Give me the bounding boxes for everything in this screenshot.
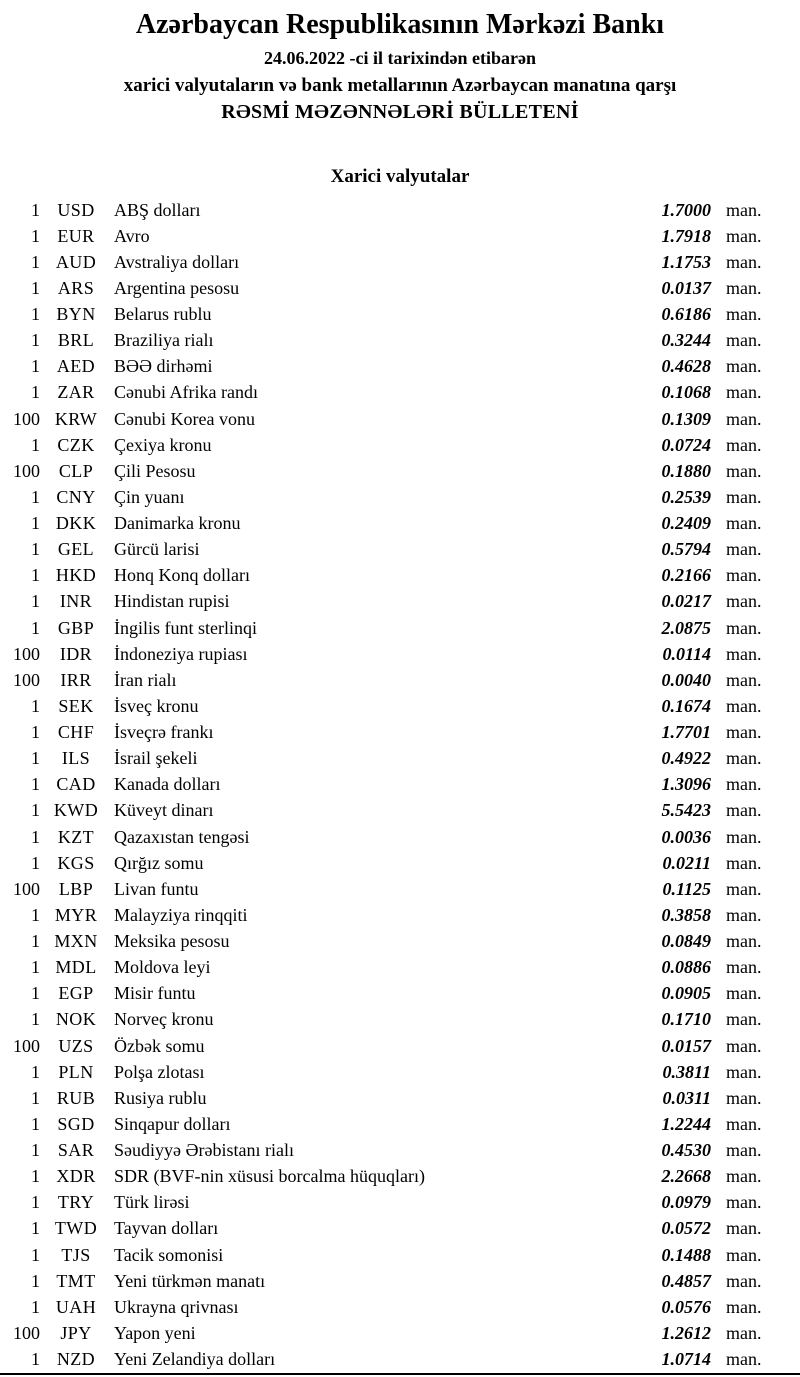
currency-code: EGP (58, 983, 94, 1004)
document-subtitle: xarici valyutaların və bank metallarının Azərbaycan manatına qarşı (123, 75, 677, 96)
nominal-value: 100 (13, 669, 40, 690)
currency-code: AED (56, 356, 96, 377)
nominal-value: 1 (31, 695, 40, 716)
unit-label: man. (726, 382, 762, 403)
rate-value: 0.6186 (661, 304, 711, 325)
currency-name: İngilis funt sterlinqi (114, 617, 257, 638)
currency-name: Tayvan dolları (114, 1218, 219, 1239)
currency-code: TJS (61, 1244, 91, 1265)
currency-name: Küveyt dinarı (114, 800, 214, 821)
exchange-rates-table (0, 197, 800, 1373)
currency-name: ABŞ dolları (114, 199, 201, 220)
unit-label: man. (726, 513, 762, 534)
rate-row (0, 1242, 800, 1268)
rate-value: 1.7918 (661, 225, 711, 246)
currency-name: Cənubi Korea vonu (114, 408, 255, 429)
bulletin-title: RƏSMİ MƏZƏNNƏLƏRİ BÜLLETENİ (221, 101, 579, 123)
currency-name: Çili Pesosu (114, 460, 196, 481)
currency-code: EUR (57, 225, 95, 246)
currency-name: Honq Konq dolları (114, 565, 250, 586)
nominal-value: 1 (31, 1166, 40, 1187)
rate-row (0, 1164, 800, 1190)
unit-label: man. (726, 591, 762, 612)
unit-label: man. (726, 1322, 762, 1343)
nominal-value: 1 (31, 434, 40, 455)
currency-name: İsrail şekeli (114, 748, 198, 769)
effective-date-line: 24.06.2022 -ci il tarixindən etibarən (264, 48, 536, 68)
unit-label: man. (726, 878, 762, 899)
rate-value: 0.2166 (661, 565, 711, 586)
currency-code: INR (59, 591, 93, 612)
rate-row (0, 432, 800, 458)
rate-row (0, 1347, 800, 1373)
currency-code: KWD (53, 800, 99, 821)
nominal-value: 1 (31, 225, 40, 246)
currency-code: HKD (55, 565, 97, 586)
currency-name: Qırğız somu (114, 852, 204, 873)
rate-value: 0.0572 (661, 1218, 711, 1239)
nominal-value: 1 (31, 617, 40, 638)
currency-name: Belarus rublu (114, 304, 212, 325)
rate-value: 1.2244 (661, 1113, 711, 1134)
rate-value: 0.0217 (661, 591, 711, 612)
currency-name: Gürcü larisi (114, 539, 200, 560)
rate-value: 0.0157 (661, 1035, 711, 1056)
rate-row (0, 876, 800, 902)
currency-code: USD (57, 199, 95, 220)
rate-row (0, 981, 800, 1007)
rate-row (0, 249, 800, 275)
currency-code: IRR (60, 669, 92, 690)
unit-label: man. (726, 1035, 762, 1056)
unit-label: man. (726, 1192, 762, 1213)
unit-label: man. (726, 983, 762, 1004)
rate-value: 0.0311 (662, 1087, 711, 1108)
rate-value: 1.0714 (661, 1349, 711, 1370)
currency-name: Rusiya rublu (114, 1087, 207, 1108)
nominal-value: 1 (31, 1140, 40, 1161)
currency-code: JPY (60, 1322, 92, 1343)
nominal-value: 1 (31, 1349, 40, 1370)
nominal-value: 1 (31, 1296, 40, 1317)
rate-row (0, 955, 800, 981)
currency-name: SDR (BVF-nin xüsusi borcalma hüquqları) (114, 1166, 425, 1187)
nominal-value: 1 (31, 1087, 40, 1108)
unit-label: man. (726, 669, 762, 690)
currency-code: IDR (59, 643, 93, 664)
rate-row (0, 824, 800, 850)
rate-value: 0.0137 (661, 277, 711, 298)
rate-row (0, 720, 800, 746)
rate-row (0, 511, 800, 537)
currency-code: TWD (54, 1218, 98, 1239)
bottom-rule-divider (0, 1373, 800, 1375)
rate-value: 5.5423 (661, 800, 711, 821)
rate-value: 1.7000 (661, 199, 711, 220)
currency-name: Çexiya kronu (114, 434, 212, 455)
rate-row (0, 1033, 800, 1059)
bank-name-title: Azərbaycan Respublikasının Mərkəzi Bankı (135, 9, 665, 40)
nominal-value: 1 (31, 1192, 40, 1213)
rate-value: 0.1068 (661, 382, 711, 403)
rate-value: 0.0114 (662, 643, 711, 664)
rate-value: 1.3096 (661, 774, 711, 795)
rate-value: 0.1488 (661, 1244, 711, 1265)
currency-code: MXN (54, 931, 98, 952)
rate-value: 0.3858 (661, 904, 711, 925)
rate-value: 0.0040 (661, 669, 711, 690)
nominal-value: 100 (13, 1322, 40, 1343)
rate-row (0, 354, 800, 380)
unit-label: man. (726, 1009, 762, 1030)
nominal-value: 1 (31, 382, 40, 403)
currency-name: Meksika pesosu (114, 931, 230, 952)
rate-value: 0.0576 (661, 1296, 711, 1317)
currency-code: UAH (55, 1296, 97, 1317)
unit-label: man. (726, 748, 762, 769)
rate-value: 0.2409 (661, 513, 711, 534)
unit-label: man. (726, 931, 762, 952)
currency-code: KRW (54, 408, 98, 429)
rate-value: 0.0036 (661, 826, 711, 847)
currency-name: İsveç kronu (114, 695, 199, 716)
currency-name: İndoneziya rupiası (114, 643, 248, 664)
unit-label: man. (726, 1113, 762, 1134)
unit-label: man. (726, 1140, 762, 1161)
nominal-value: 1 (31, 199, 40, 220)
unit-label: man. (726, 330, 762, 351)
rate-value: 1.1753 (661, 251, 711, 272)
unit-label: man. (726, 1087, 762, 1108)
rate-value: 0.1710 (661, 1009, 711, 1030)
nominal-value: 1 (31, 748, 40, 769)
rate-row (0, 1294, 800, 1320)
rate-row (0, 667, 800, 693)
rate-row (0, 328, 800, 354)
currency-name: Moldova leyi (114, 957, 211, 978)
nominal-value: 100 (13, 1035, 40, 1056)
rate-row (0, 1007, 800, 1033)
currency-name: Səudiyyə Ərəbistanı rialı (114, 1140, 294, 1161)
currency-name: Argentina pesosu (114, 277, 240, 298)
currency-code: RUB (56, 1087, 96, 1108)
unit-label: man. (726, 957, 762, 978)
rate-row (0, 1190, 800, 1216)
unit-label: man. (726, 617, 762, 638)
currency-code: ILS (61, 748, 91, 769)
nominal-value: 1 (31, 1218, 40, 1239)
rate-value: 0.1674 (661, 695, 711, 716)
nominal-value: 100 (13, 460, 40, 481)
currency-name: Sinqapur dolları (114, 1113, 231, 1134)
nominal-value: 1 (31, 852, 40, 873)
rate-row (0, 484, 800, 510)
unit-label: man. (726, 1349, 762, 1370)
currency-code: CHF (57, 722, 95, 743)
rate-value: 0.5794 (661, 539, 711, 560)
rate-row (0, 537, 800, 563)
unit-label: man. (726, 904, 762, 925)
rate-value: 1.7701 (661, 722, 711, 743)
nominal-value: 1 (31, 565, 40, 586)
currency-code: ARS (57, 277, 95, 298)
currency-name: Qazaxıstan tengəsi (114, 826, 250, 847)
rate-row (0, 746, 800, 772)
rate-row (0, 406, 800, 432)
rate-row (0, 850, 800, 876)
rate-row (0, 223, 800, 249)
rate-value: 0.3244 (661, 330, 711, 351)
currency-code: CNY (56, 486, 96, 507)
rate-row (0, 693, 800, 719)
currency-code: AUD (55, 251, 97, 272)
rate-row (0, 563, 800, 589)
rate-row (0, 929, 800, 955)
unit-label: man. (726, 460, 762, 481)
unit-label: man. (726, 1061, 762, 1082)
nominal-value: 1 (31, 904, 40, 925)
rate-row (0, 1216, 800, 1242)
nominal-value: 1 (31, 513, 40, 534)
nominal-value: 1 (31, 330, 40, 351)
currency-code: XDR (56, 1166, 96, 1187)
unit-label: man. (726, 643, 762, 664)
currency-code: SEK (58, 695, 94, 716)
rate-row (0, 1059, 800, 1085)
nominal-value: 1 (31, 983, 40, 1004)
currency-name: Özbək somu (114, 1035, 205, 1056)
currency-code: ZAR (57, 382, 95, 403)
currency-code: NZD (56, 1349, 96, 1370)
currency-name: Tacik somonisi (114, 1244, 224, 1265)
rate-value: 0.3811 (662, 1061, 711, 1082)
currency-code: DKK (55, 513, 97, 534)
unit-label: man. (726, 1296, 762, 1317)
currency-code: NOK (55, 1009, 97, 1030)
nominal-value: 1 (31, 826, 40, 847)
currency-code: UZS (58, 1035, 94, 1056)
currency-name: Misir funtu (114, 983, 196, 1004)
unit-label: man. (726, 356, 762, 377)
section-title-foreign-currencies: Xarici valyutalar (330, 166, 470, 187)
unit-label: man. (726, 826, 762, 847)
unit-label: man. (726, 852, 762, 873)
unit-label: man. (726, 486, 762, 507)
unit-label: man. (726, 1270, 762, 1291)
nominal-value: 1 (31, 304, 40, 325)
rate-value: 0.1309 (661, 408, 711, 429)
rate-value: 0.4530 (661, 1140, 711, 1161)
nominal-value: 1 (31, 931, 40, 952)
nominal-value: 1 (31, 800, 40, 821)
rate-row (0, 615, 800, 641)
currency-name: Yeni türkmən manatı (114, 1270, 266, 1291)
unit-label: man. (726, 1166, 762, 1187)
currency-name: Ukrayna qrivnası (114, 1296, 239, 1317)
currency-name: Malayziya rinqqiti (114, 904, 248, 925)
currency-code: MYR (54, 904, 98, 925)
rate-row (0, 1320, 800, 1346)
currency-name: Hindistan rupisi (114, 591, 230, 612)
currency-code: GEL (57, 539, 95, 560)
currency-name: BƏƏ dirhəmi (114, 356, 213, 377)
unit-label: man. (726, 1244, 762, 1265)
unit-label: man. (726, 539, 762, 560)
nominal-value: 1 (31, 486, 40, 507)
rate-value: 2.2668 (661, 1166, 711, 1187)
rate-value: 0.0979 (661, 1192, 711, 1213)
currency-code: GBP (57, 617, 95, 638)
rate-value: 0.4857 (661, 1270, 711, 1291)
currency-code: TMT (56, 1270, 96, 1291)
unit-label: man. (726, 800, 762, 821)
rate-row (0, 1085, 800, 1111)
rate-row (0, 641, 800, 667)
rate-value: 1.2612 (661, 1322, 711, 1343)
currency-name: Yapon yeni (114, 1322, 196, 1343)
unit-label: man. (726, 225, 762, 246)
rate-value: 0.2539 (661, 486, 711, 507)
unit-label: man. (726, 277, 762, 298)
currency-name: Türk lirəsi (114, 1192, 190, 1213)
nominal-value: 1 (31, 251, 40, 272)
rate-value: 0.0886 (661, 957, 711, 978)
unit-label: man. (726, 1218, 762, 1239)
currency-code: MDL (55, 957, 97, 978)
unit-label: man. (726, 251, 762, 272)
rate-row (0, 589, 800, 615)
nominal-value: 100 (13, 643, 40, 664)
rate-value: 0.0849 (661, 931, 711, 952)
currency-name: Polşa zlotası (114, 1061, 205, 1082)
currency-code: LBP (58, 878, 94, 899)
currency-name: Livan funtu (114, 878, 199, 899)
currency-name: Braziliya rialı (114, 330, 214, 351)
rate-row (0, 458, 800, 484)
rate-row (0, 1111, 800, 1137)
rate-value: 0.4922 (661, 748, 711, 769)
unit-label: man. (726, 722, 762, 743)
currency-name: Danimarka kronu (114, 513, 241, 534)
nominal-value: 1 (31, 591, 40, 612)
rate-row (0, 302, 800, 328)
rate-value: 0.4628 (661, 356, 711, 377)
currency-name: Kanada dolları (114, 774, 221, 795)
rate-value: 0.1880 (661, 460, 711, 481)
rate-value: 0.0905 (661, 983, 711, 1004)
currency-code: SGD (57, 1113, 95, 1134)
rate-row (0, 197, 800, 223)
unit-label: man. (726, 565, 762, 586)
rate-value: 2.0875 (661, 617, 711, 638)
currency-name: Avro (114, 225, 150, 246)
currency-code: TRY (57, 1192, 95, 1213)
currency-code: CAD (56, 774, 96, 795)
unit-label: man. (726, 434, 762, 455)
currency-code: CLP (58, 460, 94, 481)
currency-name: Yeni Zelandiya dolları (114, 1349, 276, 1370)
nominal-value: 1 (31, 1244, 40, 1265)
nominal-value: 1 (31, 957, 40, 978)
nominal-value: 1 (31, 722, 40, 743)
currency-code: KGS (57, 852, 95, 873)
currency-name: Cənubi Afrika randı (114, 382, 258, 403)
rate-row (0, 1138, 800, 1164)
currency-name: İsveçrə frankı (114, 722, 214, 743)
nominal-value: 1 (31, 1270, 40, 1291)
currency-code: BRL (57, 330, 95, 351)
currency-name: Çin yuanı (114, 486, 185, 507)
nominal-value: 1 (31, 1009, 40, 1030)
currency-code: PLN (58, 1061, 94, 1082)
nominal-value: 1 (31, 539, 40, 560)
rate-value: 0.1125 (662, 878, 711, 899)
unit-label: man. (726, 304, 762, 325)
unit-label: man. (726, 695, 762, 716)
rate-row (0, 798, 800, 824)
nominal-value: 1 (31, 1061, 40, 1082)
nominal-value: 100 (13, 408, 40, 429)
unit-label: man. (726, 199, 762, 220)
currency-code: BYN (56, 304, 96, 325)
rate-row (0, 275, 800, 301)
rate-row (0, 380, 800, 406)
nominal-value: 100 (13, 878, 40, 899)
currency-code: KZT (57, 826, 95, 847)
rate-row (0, 902, 800, 928)
rate-value: 0.0724 (661, 434, 711, 455)
currency-name: İran rialı (114, 669, 177, 690)
currency-code: SAR (57, 1140, 95, 1161)
nominal-value: 1 (31, 277, 40, 298)
unit-label: man. (726, 774, 762, 795)
currency-name: Norveç kronu (114, 1009, 214, 1030)
nominal-value: 1 (31, 774, 40, 795)
document-header (0, 0, 800, 124)
nominal-value: 1 (31, 1113, 40, 1134)
rate-value: 0.0211 (662, 852, 711, 873)
nominal-value: 1 (31, 356, 40, 377)
currency-code: CZK (57, 434, 95, 455)
rate-row (0, 772, 800, 798)
rate-row (0, 1268, 800, 1294)
currency-name: Avstraliya dolları (114, 251, 240, 272)
unit-label: man. (726, 408, 762, 429)
